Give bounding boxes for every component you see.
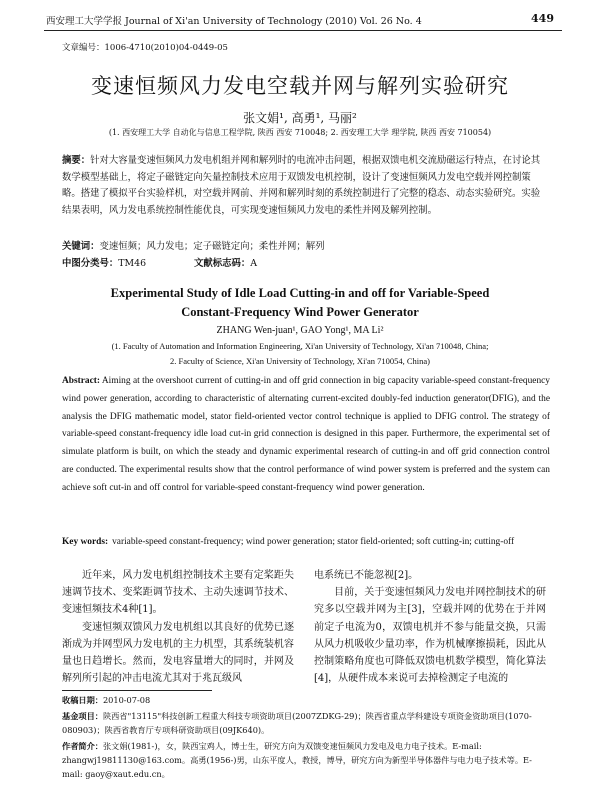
header-rule <box>44 30 562 31</box>
body-left-column <box>62 567 294 687</box>
en-authors: ZHANG Wen-juan¹, GAO Yong¹, MA Li² <box>216 325 384 336</box>
footnote-fund <box>62 709 552 737</box>
en-keywords-text: variable-speed constant-frequency; wind power generation; stator field-oriented; soft cutting-in; cutting-off <box>112 537 515 547</box>
en-abstract-text: Aiming at the overshoot current of cutting-in and off grid connection in big capacity variable-speed constant-frequency wind power generation, according to characteristic of alternating current-excited doubly-fed induction generator(DFIG), and the analysis the DFIG mathematic model, stator field-oriented vector control technique is applied to DFIG control. The strategy of variable-speed constant-frequency idle load cut-in grid connection is designed in this paper. Furthermore, the experimental set of simulate platform is built, on which the steady and dynamic experimental research of cutting-in and off grid connection control are conducted. The experimental results show that the control performance of wind power system is preferred and the system can achieve soft cut-in and off control for variable-speed constant-frequency wind power generation. <box>62 376 550 493</box>
body-paragraph: 目前，关于变速恒频风力发电并网控制技术的研究多以空载并网为主[3]，空载并网的优势在于并网前定子电流为0，双馈电机并不参与能量交换，只需从风力机吸收少量功率，作为机械摩擦损耗，因此从控制策略角度也可降低双馈电机数学模型，简化算法[4]，从硬件成本来说可去掉检测定子电流的 <box>314 587 546 685</box>
cn-keywords-label: 关键词： <box>62 241 100 252</box>
cn-title: 变速恒频风力发电空载并网与解列实验研究 <box>91 74 509 98</box>
cn-abstract-text: 针对大容量变速恒频风力发电机组并网和解列时的电流冲击问题，根据双馈电机交流励磁运行特点，在讨论其数学模型基础上，将定子磁链定向矢量控制技术应用于双馈发电机控制，设计了变速恒频风力发电空载并网控制策略。搭建了模拟平台实验样机，对空载并网前、并网和解列时刻的系统控制进行了完整的稳态、动态实验研究。实验结果表明，风力发电系统控制性能优良，可实现变速恒频风力发电的柔性并网及解列控制。 <box>62 155 541 216</box>
en-abstract <box>62 373 550 498</box>
body-paragraph: 电系统已不能忽视[2]。 <box>314 570 419 581</box>
article-number: 文章编号：1006-4710(2010)04-0449-05 <box>62 43 228 53</box>
clc-value: TM46 <box>118 258 147 269</box>
en-title-line1: Experimental Study of Idle Load Cutting-in and off for Variable-Speed <box>110 286 490 300</box>
cn-abstract <box>62 153 548 219</box>
page-number: 449 <box>531 12 554 25</box>
en-title-line2: Constant-Frequency Wind Power Generator <box>181 305 419 319</box>
footnote-received <box>62 693 552 707</box>
received-date: 2010-07-08 <box>102 695 151 705</box>
cn-classification <box>62 255 257 269</box>
doc-code-value: A <box>250 258 258 269</box>
en-affiliation-2: 2. Faculty of Science, Xi'an University of Technology, Xi'an 710054, China) <box>169 356 430 366</box>
author-text: 张文娟(1981-)，女，陕西宝鸡人，博士生，研究方向为双馈变速恒频风力发电及电力电子技术。E-mail: zhangwj19811130@163.com。高勇(1956-)男，山东平度人，教授，博导，研究方向为新型半导体器件与电力电子技术等。E-mail: gaoy@xaut.edu.cn。 <box>62 741 532 779</box>
en-keywords-label: Key words: <box>62 537 109 547</box>
body-right-column <box>314 567 546 687</box>
cn-affiliation: (1. 西安理工大学 自动化与信息工程学院, 陕西 西安 710048; 2. 西安理工大学 理学院, 陕西 西安 710054) <box>108 128 492 137</box>
en-affiliation-1: (1. Faculty of Automation and Information Engineering, Xi'an University of Technology, Xi'an 710048, China; <box>111 341 489 351</box>
doc-code-label: 文献标志码： <box>194 258 251 269</box>
cn-keywords <box>62 238 325 252</box>
footnote-rule <box>62 690 212 691</box>
author-label: 作者简介： <box>62 741 103 751</box>
cn-keywords-text: 变速恒频；风力发电；定子磁链定向；柔性并网；解列 <box>99 241 325 252</box>
en-abstract-label: Abstract: <box>62 376 101 386</box>
clc-label: 中图分类号： <box>62 258 119 269</box>
received-label: 收稿日期： <box>62 695 103 705</box>
body-paragraph: 近年来，风力发电机组控制技术主要有定桨距失速调节技术、变桨距调节技术、主动失速调节技术、变速恒频技术4种[1]。 <box>62 570 294 616</box>
running-header: 西安理工大学学报 Journal of Xi'an University of Technology (2010) Vol. 26 No. 4 <box>46 16 422 27</box>
en-keywords <box>62 534 550 551</box>
fund-label: 基金项目： <box>62 711 103 721</box>
cn-abstract-label: 摘要： <box>62 155 91 166</box>
body-paragraph: 变速恒频双馈风力发电机组以其良好的优势已逐渐成为并网型风力发电机的主力机型，其系统装机容量也日趋增长。然而，发电容量增大的同时，并网及解列所引起的冲击电流尤其对于兆瓦级风 <box>62 621 294 685</box>
fund-text: 陕西省"13115"科技创新工程重大科技专项资助项目(2007ZDKG-29)；陕西省重点学科建设专项资金资助项目(1070-080903)；陕西省教育厅专项科研资助项目(09JK640)。 <box>62 711 532 735</box>
cn-authors: 张文娟¹, 高勇¹, 马丽² <box>243 111 357 125</box>
footnote-author <box>62 739 552 781</box>
